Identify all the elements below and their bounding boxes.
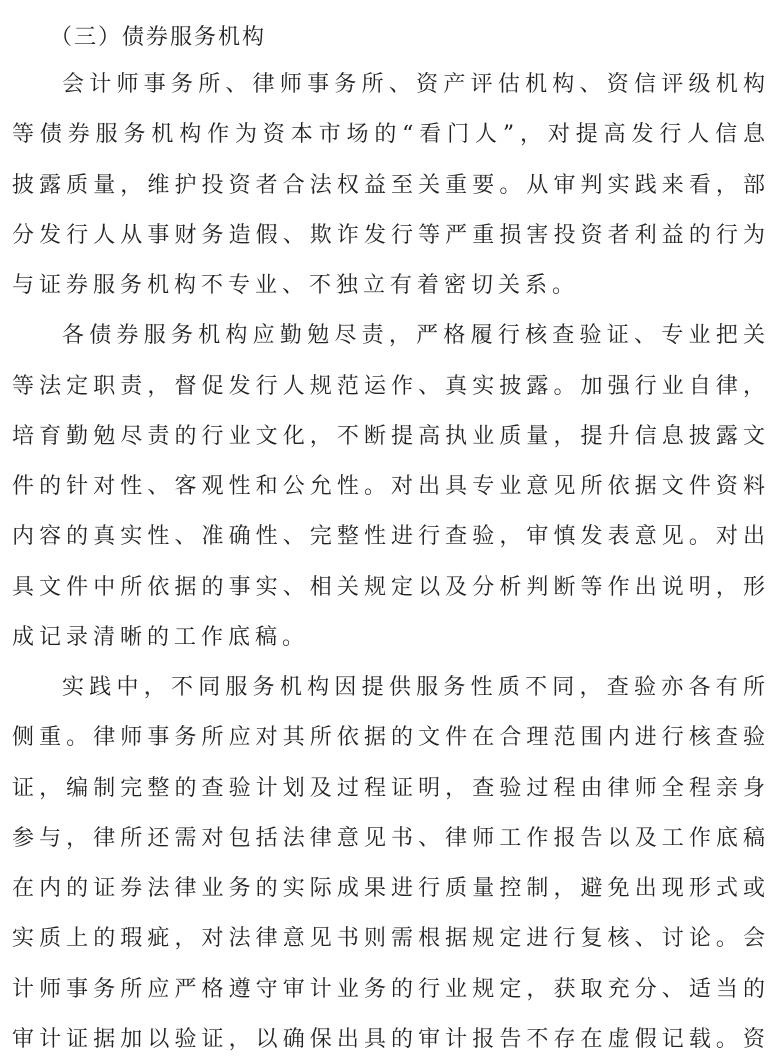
text-line: 具文件中所依据的事实、相关规定以及分析判断等作出说明，形 <box>12 574 765 600</box>
text-line: 各债券服务机构应勤勉尽责，严格履行核查验证、专业把关 <box>62 323 765 349</box>
paragraph-3 <box>0 673 781 1055</box>
text-line: 实质上的瑕疵，对法律意见书则需根据规定进行复核、讨论。会 <box>12 926 765 952</box>
text-line: 件的针对性、客观性和公允性。对出具专业意见所依据文件资料 <box>12 474 765 499</box>
text-line: 等法定职责，督促发行人规范运作、真实披露。加强行业自律， <box>12 373 765 399</box>
text-line: 在内的证券法律业务的实际成果进行质量控制，避免出现形式或 <box>12 876 765 901</box>
text-line: 审计证据加以验证，以确保出具的审计报告不存在虚假记载。资 <box>12 1026 765 1052</box>
text-line: 成记录清晰的工作底稿。 <box>12 624 310 650</box>
text-line: 分发行人从事财务造假、欺诈发行等严重损害投资者利益的行为 <box>12 222 765 248</box>
section-heading: （三）债券服务机构 <box>50 25 267 50</box>
document-body <box>0 70 781 1055</box>
text-line: 培育勤勉尽责的行业文化，不断提高执业质量，提升信息披露文 <box>12 423 765 449</box>
paragraph-2 <box>0 321 781 653</box>
text-line: 实践中，不同服务机构因提供服务性质不同，查验亦各有所 <box>62 675 765 700</box>
text-line: 内容的真实性、准确性、完整性进行查验，审慎发表意见。对出 <box>12 524 765 550</box>
text-line: 侧重。律师事务所应对其所依据的文件在合理范围内进行核查验 <box>12 725 765 751</box>
paragraph-1 <box>0 70 781 301</box>
text-line: 参与，律所还需对包括法律意见书、律师工作报告以及工作底稿 <box>12 825 765 851</box>
text-line: 与证券服务机构不专业、不独立有着密切关系。 <box>12 273 580 298</box>
text-line: 证，编制完整的查验计划及过程证明，查验过程由律师全程亲身 <box>12 775 765 801</box>
text-line: 披露质量，维护投资者合法权益至关重要。从审判实践来看，部 <box>12 172 765 198</box>
text-line: 计师事务所应严格遵守审计业务的行业规定，获取充分、适当的 <box>12 976 765 1002</box>
text-line: 会计师事务所、律师事务所、资产评估机构、资信评级机构 <box>62 72 765 97</box>
text-line: 等债券服务机构作为资本市场的“看门人”，对提高发行人信息 <box>12 122 765 148</box>
